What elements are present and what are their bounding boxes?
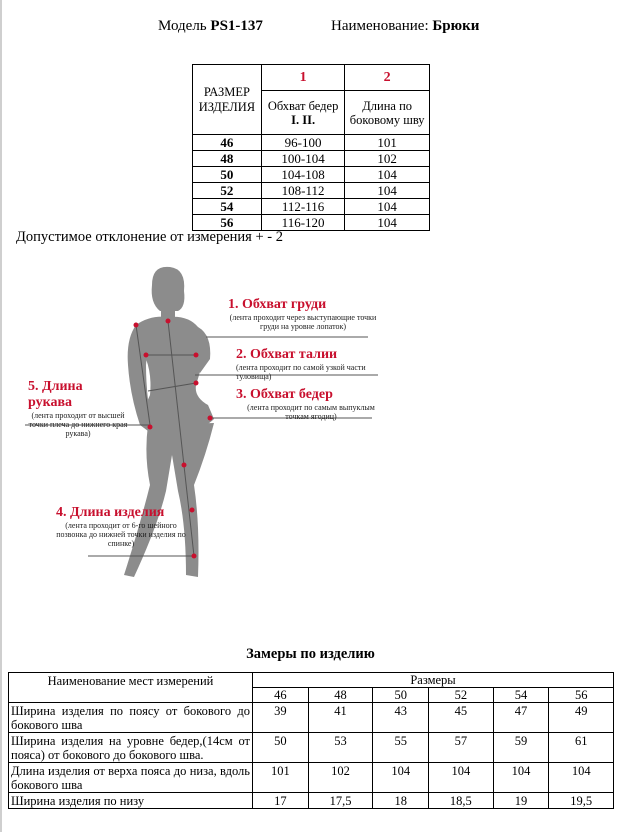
label-hips xyxy=(236,387,386,421)
sizes-header: Размеры xyxy=(253,673,614,688)
value-cell: 104 xyxy=(493,763,549,793)
hips-cell: 96-100 xyxy=(261,135,344,151)
value-cell: 45 xyxy=(429,703,494,733)
size-cell: 54 xyxy=(493,688,549,703)
model-line xyxy=(158,18,263,35)
hips-cell: 104-108 xyxy=(261,167,344,183)
value-cell: 55 xyxy=(373,733,429,763)
model-value: PS1-137 xyxy=(210,18,263,34)
value-cell: 41 xyxy=(308,703,373,733)
document-header xyxy=(0,18,621,38)
table-row xyxy=(9,763,614,793)
value-cell: 39 xyxy=(253,703,309,733)
table-row xyxy=(193,183,430,199)
name-value: Брюки xyxy=(432,18,480,34)
table-row xyxy=(9,703,614,733)
length-cell: 104 xyxy=(345,167,430,183)
measurement-figure xyxy=(0,255,621,585)
label-length-title: 4. Длина изделия xyxy=(56,505,165,520)
length-cell: 102 xyxy=(345,151,430,167)
table-row xyxy=(193,199,430,215)
row-name: Ширина изделия на уровне бедер,(14см от пояса) от бокового до бокового шва. xyxy=(9,733,253,763)
hips-column-header xyxy=(261,91,344,135)
value-cell: 17 xyxy=(253,793,309,809)
value-cell: 104 xyxy=(549,763,614,793)
length-column-header: Длина по боковому шву xyxy=(345,91,430,135)
measurements-title: Замеры по изделию xyxy=(246,646,375,662)
size-cell: 50 xyxy=(193,167,262,183)
col1-number: 1 xyxy=(261,65,344,91)
tolerance-note: Допустимое отклонение от измерения + - 2 xyxy=(16,229,283,245)
value-cell: 17,5 xyxy=(308,793,373,809)
label-waist xyxy=(236,347,366,381)
length-cell: 101 xyxy=(345,135,430,151)
hips-title: Обхват бедер xyxy=(267,98,339,113)
row-name: Ширина изделия по поясу от бокового до бокового шва xyxy=(9,703,253,733)
size-cell: 52 xyxy=(429,688,494,703)
size-column-header: РАЗМЕР ИЗДЕЛИЯ xyxy=(193,65,262,135)
value-cell: 18 xyxy=(373,793,429,809)
hips-subtitle: I. II. xyxy=(291,112,316,127)
value-cell: 59 xyxy=(493,733,549,763)
size-cell: 50 xyxy=(373,688,429,703)
model-label: Модель xyxy=(158,18,207,34)
label-chest xyxy=(228,297,378,331)
table-row xyxy=(193,167,430,183)
size-cell: 48 xyxy=(193,151,262,167)
value-cell: 50 xyxy=(253,733,309,763)
hips-cell: 116-120 xyxy=(261,215,344,231)
row-name: Длина изделия от верха пояса до низа, вдоль бокового шва xyxy=(9,763,253,793)
size-cell: 48 xyxy=(308,688,373,703)
value-cell: 57 xyxy=(429,733,494,763)
length-cell: 104 xyxy=(345,183,430,199)
value-cell: 19,5 xyxy=(549,793,614,809)
label-waist-note: (лента проходит по самой узкой части туловища) xyxy=(236,363,366,381)
name-column-header: Наименование мест измерений xyxy=(9,673,253,703)
size-cell: 56 xyxy=(193,215,262,231)
row-name: Ширина изделия по низу xyxy=(9,793,253,809)
value-cell: 104 xyxy=(429,763,494,793)
name-line xyxy=(331,18,479,35)
label-length-note: (лента проходит от 6-го шейного позвонка до нижней точки изделия по спинке) xyxy=(56,521,186,548)
table-row xyxy=(9,733,614,763)
value-cell: 101 xyxy=(253,763,309,793)
value-cell: 47 xyxy=(493,703,549,733)
value-cell: 102 xyxy=(308,763,373,793)
value-cell: 19 xyxy=(493,793,549,809)
size-cell: 46 xyxy=(253,688,309,703)
table-row xyxy=(193,151,430,167)
value-cell: 53 xyxy=(308,733,373,763)
value-cell: 43 xyxy=(373,703,429,733)
label-length xyxy=(56,505,186,548)
size-cell: 54 xyxy=(193,199,262,215)
measurements-table xyxy=(8,672,614,809)
label-chest-title: 1. Обхват груди xyxy=(228,297,327,312)
size-cell: 46 xyxy=(193,135,262,151)
size-cell: 56 xyxy=(549,688,614,703)
col2-number: 2 xyxy=(345,65,430,91)
label-hips-note: (лента проходит по самым выпуклым точкам ягодиц) xyxy=(247,403,375,421)
length-cell: 104 xyxy=(345,199,430,215)
label-hips-title: 3. Обхват бедер xyxy=(236,387,333,402)
label-chest-note: (лента проходит через выступающие точки груди на уровне лопаток) xyxy=(229,313,377,331)
table-row xyxy=(193,135,430,151)
value-cell: 61 xyxy=(549,733,614,763)
name-label: Наименование: xyxy=(331,18,429,34)
value-cell: 49 xyxy=(549,703,614,733)
size-cell: 52 xyxy=(193,183,262,199)
length-cell: 104 xyxy=(345,215,430,231)
hips-cell: 108-112 xyxy=(261,183,344,199)
label-sleeve xyxy=(28,379,128,438)
hips-cell: 100-104 xyxy=(261,151,344,167)
value-cell: 18,5 xyxy=(429,793,494,809)
size-table xyxy=(192,64,430,231)
value-cell: 104 xyxy=(373,763,429,793)
label-waist-title: 2. Обхват талии xyxy=(236,347,338,362)
table-row xyxy=(9,793,614,809)
hips-cell: 112-116 xyxy=(261,199,344,215)
label-sleeve-note: (лента проходит от высшей точки плеча до нижнего края рукава) xyxy=(28,411,128,438)
label-sleeve-title: 5. Длина рукава xyxy=(28,379,83,410)
